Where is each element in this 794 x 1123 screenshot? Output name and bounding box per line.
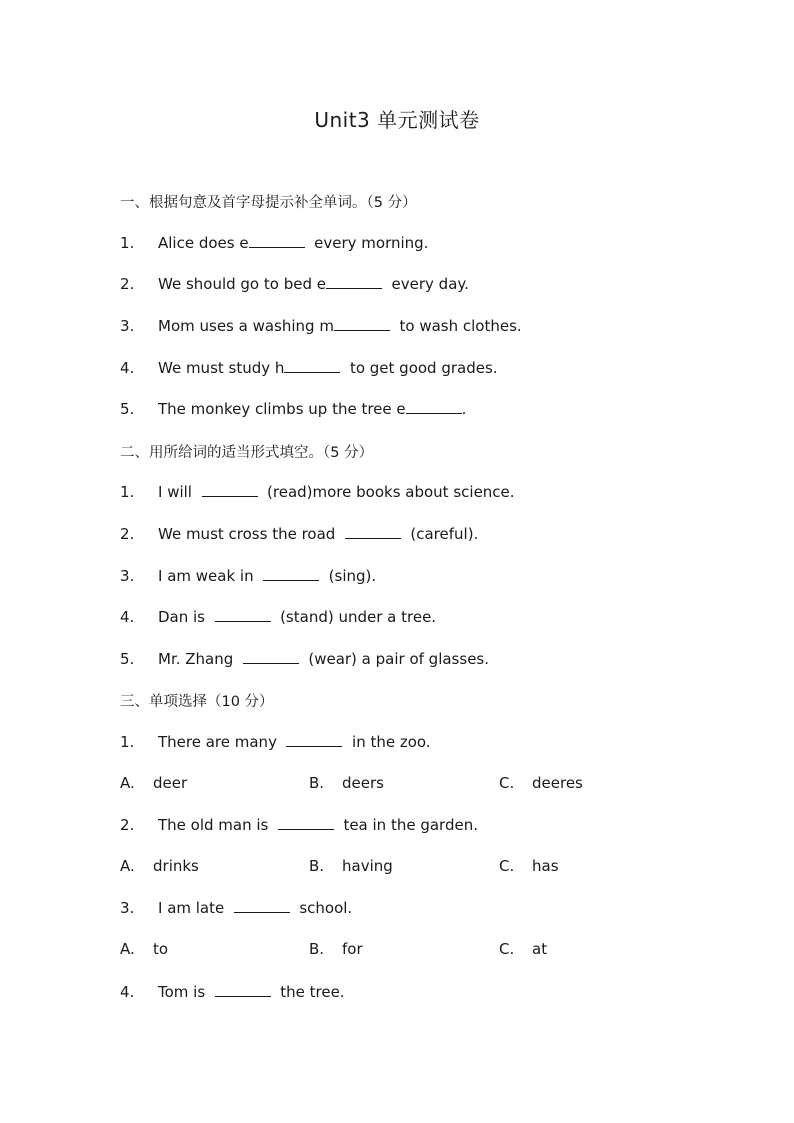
- answer-blank[interactable]: [202, 482, 258, 497]
- question-text-after: school.: [289, 899, 353, 917]
- option-a[interactable]: [120, 857, 199, 875]
- question-text-after: tea in the garden.: [333, 816, 478, 834]
- option-text: for: [342, 940, 363, 958]
- option-text: deer: [153, 774, 188, 792]
- question-item: [120, 274, 469, 293]
- question-text-before: We should go to bed e: [158, 275, 326, 293]
- question-item: [120, 316, 522, 335]
- question-text-after: (careful).: [400, 525, 479, 543]
- option-row: [120, 857, 720, 879]
- question-text-before: The old man is: [158, 816, 278, 834]
- question-number: 5.: [120, 400, 135, 418]
- question-number: 5.: [120, 650, 135, 668]
- option-text: having: [342, 857, 393, 875]
- option-letter: B.: [309, 940, 325, 958]
- question-number: 1.: [120, 234, 135, 252]
- option-text: to: [153, 940, 169, 958]
- question-text-before: There are many: [158, 733, 287, 751]
- question-item: [120, 982, 345, 1001]
- question-number: 4.: [120, 983, 135, 1001]
- question-text-before: I am weak in: [158, 567, 264, 585]
- question-text-before: Alice does e: [158, 234, 249, 252]
- question-number: 3.: [120, 899, 135, 917]
- question-item: [120, 898, 352, 917]
- option-text: at: [532, 940, 548, 958]
- question-number: 3.: [120, 567, 135, 585]
- question-text-after: the tree.: [270, 983, 345, 1001]
- section-heading: 二、用所给词的适当形式填空。（5 分）: [120, 445, 374, 461]
- question-item: [120, 607, 436, 626]
- answer-blank[interactable]: [326, 274, 382, 289]
- answer-blank[interactable]: [406, 399, 462, 414]
- question-text-before: Dan is: [158, 608, 215, 626]
- option-text: deers: [342, 774, 384, 792]
- question-text-before: Tom is: [158, 983, 215, 1001]
- question-item: [120, 566, 376, 585]
- page-title: Unit3 单元测试卷: [314, 108, 480, 132]
- option-letter: C.: [499, 857, 515, 875]
- question-text-after: every morning.: [304, 234, 429, 252]
- question-item: [120, 524, 478, 543]
- answer-blank[interactable]: [249, 233, 305, 248]
- question-text-before: We must cross the road: [158, 525, 345, 543]
- answer-blank[interactable]: [345, 524, 401, 539]
- option-c[interactable]: [499, 940, 547, 958]
- option-text: has: [532, 857, 559, 875]
- question-number: 1.: [120, 483, 135, 501]
- question-item: [120, 649, 489, 668]
- answer-blank[interactable]: [243, 649, 299, 664]
- question-text-after: (read)more books about science.: [257, 483, 515, 501]
- answer-blank[interactable]: [278, 815, 334, 830]
- question-number: 4.: [120, 359, 135, 377]
- question-text-after: to get good grades.: [340, 359, 498, 377]
- question-text-after: in the zoo.: [342, 733, 431, 751]
- question-item: [120, 732, 431, 751]
- option-letter: A.: [120, 857, 135, 875]
- question-number: 3.: [120, 317, 135, 335]
- answer-blank[interactable]: [263, 566, 319, 581]
- question-text-after: (wear) a pair of glasses.: [298, 650, 490, 668]
- question-text-before: Mr. Zhang: [158, 650, 243, 668]
- answer-blank[interactable]: [234, 898, 290, 913]
- option-row: [120, 940, 720, 962]
- option-c[interactable]: [499, 857, 559, 875]
- option-text: deeres: [532, 774, 583, 792]
- option-row: [120, 774, 720, 796]
- question-text-after: to wash clothes.: [389, 317, 522, 335]
- option-letter: A.: [120, 940, 135, 958]
- option-text: drinks: [153, 857, 199, 875]
- question-number: 2.: [120, 816, 135, 834]
- question-item: [120, 233, 428, 252]
- option-c[interactable]: [499, 774, 583, 792]
- answer-blank[interactable]: [284, 358, 340, 373]
- question-text-before: I will: [158, 483, 202, 501]
- question-item: [120, 815, 478, 834]
- option-letter: B.: [309, 774, 325, 792]
- question-item: [120, 399, 466, 418]
- question-item: [120, 482, 515, 501]
- option-a[interactable]: [120, 774, 187, 792]
- question-number: 4.: [120, 608, 135, 626]
- answer-blank[interactable]: [215, 607, 271, 622]
- question-text-after: every day.: [381, 275, 469, 293]
- question-text-before: I am late: [158, 899, 234, 917]
- option-letter: B.: [309, 857, 325, 875]
- section-heading: 一、根据句意及首字母提示补全单词。（5 分）: [120, 195, 417, 211]
- option-letter: C.: [499, 940, 515, 958]
- question-item: [120, 358, 498, 377]
- section-heading: 三、单项选择（10 分）: [120, 694, 274, 710]
- question-number: 2.: [120, 525, 135, 543]
- question-text-before: The monkey climbs up the tree e: [158, 400, 406, 418]
- option-b[interactable]: [309, 774, 384, 792]
- answer-blank[interactable]: [334, 316, 390, 331]
- question-text-after: (sing).: [319, 567, 377, 585]
- option-b[interactable]: [309, 857, 393, 875]
- option-a[interactable]: [120, 940, 168, 958]
- question-text-after: (stand) under a tree.: [270, 608, 437, 626]
- question-number: 2.: [120, 275, 135, 293]
- option-letter: C.: [499, 774, 515, 792]
- answer-blank[interactable]: [286, 732, 342, 747]
- option-letter: A.: [120, 774, 135, 792]
- question-text-before: Mom uses a washing m: [158, 317, 334, 335]
- question-number: 1.: [120, 733, 135, 751]
- answer-blank[interactable]: [215, 982, 271, 997]
- question-text-after: .: [461, 400, 467, 418]
- option-b[interactable]: [309, 940, 363, 958]
- question-text-before: We must study h: [158, 359, 285, 377]
